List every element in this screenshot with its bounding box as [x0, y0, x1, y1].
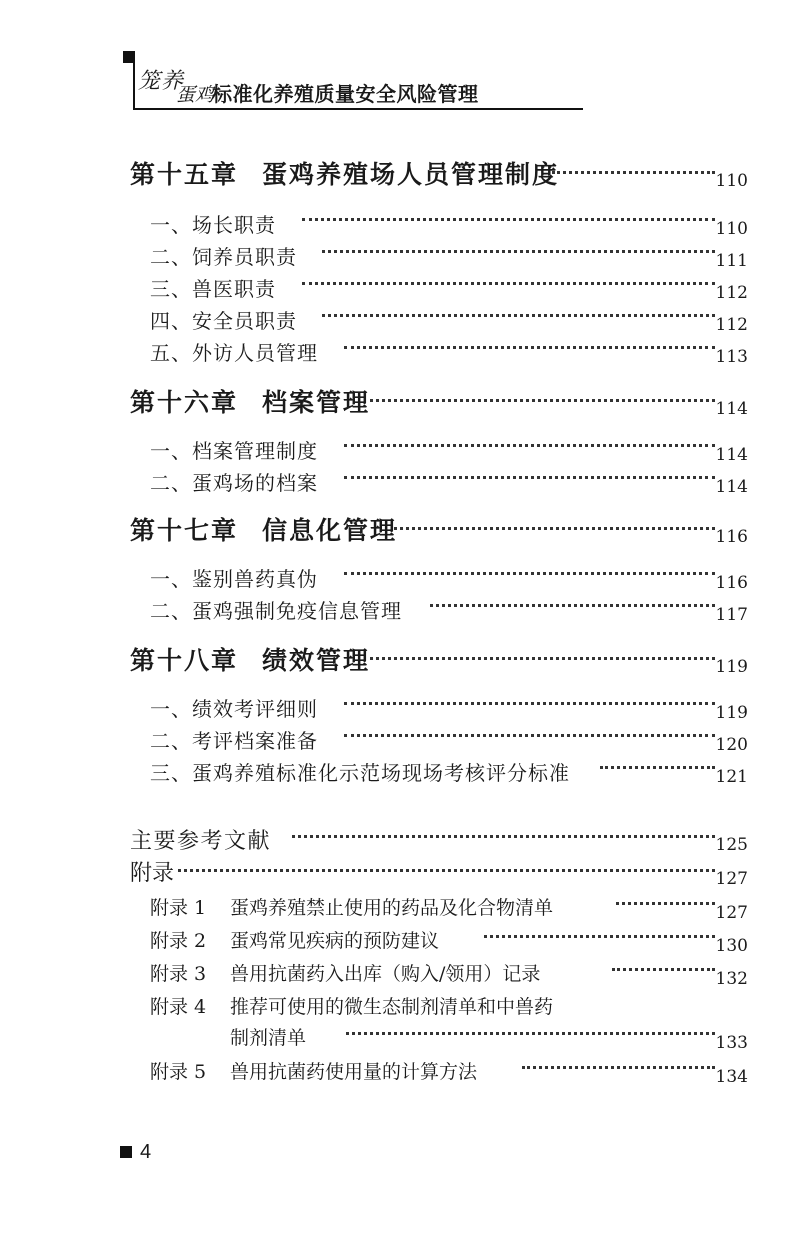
chapter-heading — [130, 518, 397, 543]
chapter-heading — [130, 648, 370, 673]
appendix-entry — [150, 1063, 477, 1082]
dot-leader — [600, 765, 715, 769]
dot-leader — [322, 313, 715, 317]
chapter-heading — [130, 162, 559, 187]
page-number: 134 — [715, 1067, 748, 1087]
section-title: 四、安全员职责 — [150, 309, 297, 333]
header-vertical-rule — [133, 60, 135, 110]
chapter-title: 信息化管理 — [262, 516, 398, 545]
page-number: 111 — [715, 251, 748, 271]
page-number: 116 — [715, 573, 748, 593]
page-number: 133 — [715, 1033, 748, 1053]
dot-leader — [616, 901, 715, 905]
toc-section[interactable] — [0, 694, 807, 728]
chapter-number: 第十六章 — [130, 388, 239, 417]
dot-leader — [552, 170, 715, 174]
toc-section[interactable] — [0, 436, 807, 470]
footer-square-ornament — [120, 1146, 132, 1158]
appendix-label: 附录 2 — [150, 930, 207, 952]
section-title: 二、饲养员职责 — [150, 245, 297, 269]
section-title: 一、绩效考评细则 — [150, 697, 318, 721]
dot-leader — [370, 398, 715, 402]
toc-appendix-item-line1[interactable] — [0, 993, 807, 1027]
page-number: 119 — [715, 657, 748, 677]
toc-section[interactable] — [0, 596, 807, 630]
section-title: 五、外访人员管理 — [150, 341, 318, 365]
header-series-part-b: 蛋鸡 — [176, 84, 215, 106]
page-number: 114 — [715, 477, 748, 497]
toc-section[interactable] — [0, 210, 807, 244]
header-book-title: 标准化养殖质量安全风险管理 — [212, 82, 479, 106]
appendix-item-title: 蛋鸡常见疾病的预防建议 — [230, 930, 440, 952]
page-number: 110 — [715, 219, 748, 239]
chapter-number: 第十八章 — [130, 646, 239, 675]
chapter-title: 绩效管理 — [262, 646, 371, 675]
dot-leader — [344, 733, 715, 737]
dot-leader — [302, 281, 715, 285]
page-number: 127 — [715, 869, 748, 889]
page-number: 117 — [715, 605, 748, 625]
toc-appendix-item[interactable] — [0, 960, 807, 994]
appendix-item-title: 兽用抗菌药使用量的计算方法 — [230, 1061, 478, 1083]
appendix-item-title-continued: 制剂清单 — [230, 1027, 307, 1049]
toc-chapter-16[interactable] — [0, 386, 807, 420]
chapter-title: 档案管理 — [262, 388, 371, 417]
dot-leader — [370, 656, 715, 660]
page-number: 130 — [715, 936, 748, 956]
appendix-item-title: 蛋鸡养殖禁止使用的药品及化合物清单 — [230, 897, 554, 919]
dot-leader — [346, 1031, 715, 1035]
page-number: 112 — [715, 315, 748, 335]
toc-section[interactable] — [0, 564, 807, 598]
dot-leader — [178, 868, 715, 872]
dot-leader — [344, 443, 715, 447]
dot-leader — [484, 934, 715, 938]
page-number: 113 — [715, 347, 748, 367]
toc-section[interactable] — [0, 758, 807, 792]
references-title: 主要参考文献 — [130, 829, 272, 854]
page-number: 116 — [715, 527, 748, 547]
dot-leader — [522, 1065, 715, 1069]
appendix-label: 附录 5 — [150, 1061, 207, 1083]
toc-section[interactable] — [0, 338, 807, 372]
section-title: 二、蛋鸡场的档案 — [150, 471, 318, 495]
running-header — [118, 48, 588, 110]
dot-leader — [302, 217, 715, 221]
toc-section[interactable] — [0, 468, 807, 502]
chapter-number: 第十五章 — [130, 160, 239, 189]
toc-section[interactable] — [0, 726, 807, 760]
toc-appendix-item-line2[interactable] — [0, 1024, 807, 1058]
toc-appendix-item[interactable] — [0, 1058, 807, 1092]
dot-leader — [344, 475, 715, 479]
toc-section[interactable] — [0, 306, 807, 340]
toc-appendix-item[interactable] — [0, 927, 807, 961]
toc-chapter-17[interactable] — [0, 514, 807, 548]
header-series-part-a: 笼养 — [138, 69, 185, 94]
appendix-entry — [150, 899, 553, 918]
appendix-label: 附录 4 — [150, 996, 207, 1018]
page-number: 125 — [715, 835, 748, 855]
appendix-item-title: 推荐可使用的微生态制剂清单和中兽药 — [230, 996, 554, 1018]
page-number: 112 — [715, 283, 748, 303]
appendix-item-title: 兽用抗菌药入出库（购入/领用）记录 — [230, 963, 541, 985]
page-number: 119 — [715, 703, 748, 723]
dot-leader — [430, 603, 715, 607]
appendix-entry — [150, 965, 540, 984]
toc-chapter-18[interactable] — [0, 644, 807, 678]
header-horizontal-rule — [133, 108, 583, 110]
appendix-entry — [150, 998, 553, 1017]
appendix-title: 附录 — [130, 861, 175, 886]
dot-leader — [612, 967, 715, 971]
dot-leader — [322, 249, 715, 253]
toc-section[interactable] — [0, 274, 807, 308]
section-title: 二、蛋鸡强制免疫信息管理 — [150, 599, 402, 623]
page-number: 114 — [715, 445, 748, 465]
dot-leader — [292, 834, 715, 838]
dot-leader — [394, 526, 715, 530]
page-number: 132 — [715, 969, 748, 989]
toc-references[interactable] — [0, 826, 807, 860]
toc-section[interactable] — [0, 242, 807, 276]
toc-appendix[interactable] — [0, 860, 807, 894]
chapter-title: 蛋鸡养殖场人员管理制度 — [262, 160, 560, 189]
page-number: 110 — [715, 171, 748, 191]
section-title: 二、考评档案准备 — [150, 729, 318, 753]
page-number: 114 — [715, 399, 748, 419]
section-title: 一、档案管理制度 — [150, 439, 318, 463]
appendix-label: 附录 1 — [150, 897, 207, 919]
section-title: 三、兽医职责 — [150, 277, 276, 301]
dot-leader — [344, 345, 715, 349]
appendix-label: 附录 3 — [150, 963, 207, 985]
page-number: 121 — [715, 767, 748, 787]
section-title: 一、鉴别兽药真伪 — [150, 567, 318, 591]
dot-leader — [344, 701, 715, 705]
page-number: 120 — [715, 735, 748, 755]
section-title: 三、蛋鸡养殖标准化示范场现场考核评分标准 — [150, 761, 570, 785]
chapter-heading — [130, 390, 370, 415]
page-number: 127 — [715, 903, 748, 923]
dot-leader — [344, 571, 715, 575]
toc-chapter-15[interactable] — [0, 158, 807, 192]
toc-appendix-item[interactable] — [0, 894, 807, 928]
appendix-entry — [150, 932, 439, 951]
footer-page-number: 4 — [140, 1141, 152, 1163]
chapter-number: 第十七章 — [130, 516, 239, 545]
section-title: 一、场长职责 — [150, 213, 276, 237]
